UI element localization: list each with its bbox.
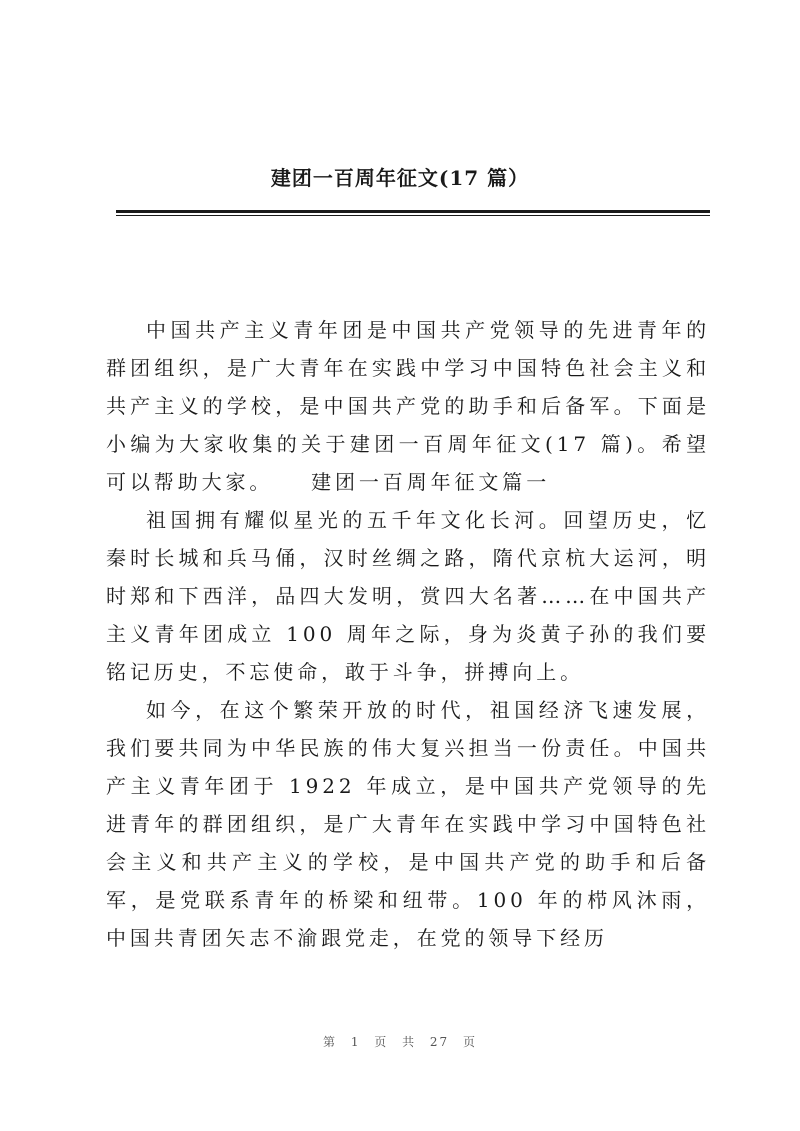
document-body — [106, 311, 710, 957]
page-number-footer: 第 1 页 共 27 页 — [323, 1035, 477, 1049]
title-rule-thick — [116, 210, 710, 213]
document-title: 建团一百周年征文(17 篇） — [270, 166, 530, 190]
paragraph-history: 祖国拥有耀似星光的五千年文化长河。回望历史，忆秦时长城和兵马俑，汉时丝绸之路，隋代京杭大运河，明时郑和下西洋，品四大发明，赏四大名著……在中国共产主义青年团成立 100 周年之际，身为炎黄子孙的我们要铭记历史，不忘使命，敢于斗争，拼搏向上。 — [106, 508, 710, 684]
paragraph-intro: 中国共产主义青年团是中国共产党领导的先进青年的群团组织，是广大青年在实践中学习中国特色社会主义和共产主义的学校，是中国共产党的助手和后备军。下面是小编为大家收集的关于建团一百周年征文(17 篇)。希望可以帮助大家。 建团一百周年征文篇一 — [106, 318, 710, 494]
title-rule-thin — [116, 215, 710, 216]
paragraph-today: 如今，在这个繁荣开放的时代，祖国经济飞速发展，我们要共同为中华民族的伟大复兴担当一份责任。中国共产主义青年团于 1922 年成立，是中国共产党领导的先进青年的群团组织，是广大青年在实践中学习中国特色社会主义和共产主义的学校，是中国共产党的助手和后备军，是党联系青年的桥梁和纽带。100 年的栉风沐雨，中国共青团矢志不渝跟党走，在党的领导下经历 — [106, 698, 710, 950]
